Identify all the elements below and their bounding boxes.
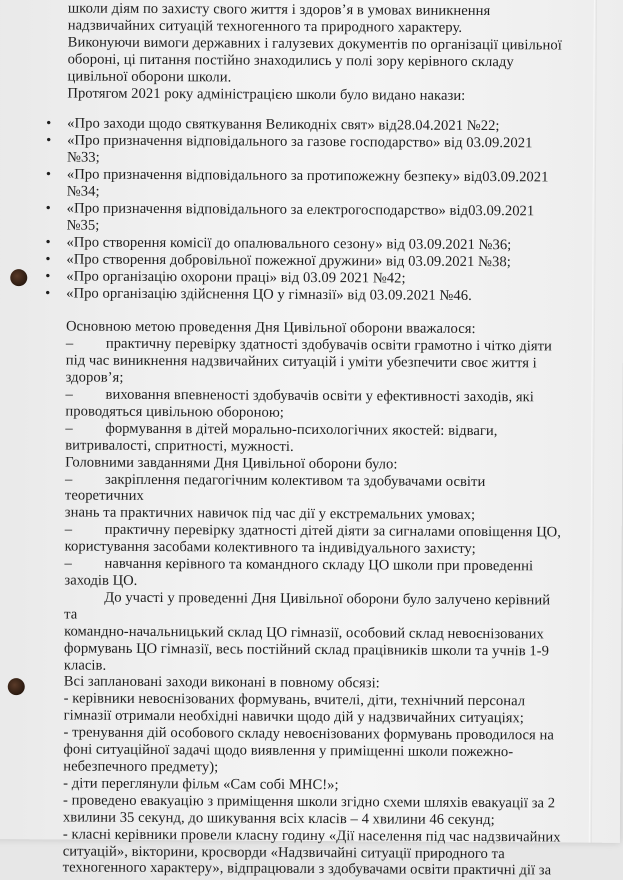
task-2-text: практичну перевірку здатності дітей діяти за сигналами оповіщення ЦО, — [104, 521, 561, 541]
participation-line-2: командно-начальницький склад ЦО гімназії, особовий склад невоєнізованих — [64, 623, 544, 643]
method-2-line-1 — [66, 387, 566, 407]
participation-line-4: класів. — [63, 656, 107, 674]
dash-mark: – — [65, 386, 73, 403]
method-3-line-2: витривалості, спритності, мужності. — [65, 437, 294, 455]
order-item-8: • «Про організацію здійснення ЦО у гімназії» від 03.09.2021 №46. — [63, 285, 566, 305]
method-2-line-2: проводяться цивільною обороною; — [65, 403, 284, 421]
punch-hole-upper — [10, 269, 27, 286]
participation-line-3: формувань ЦО гімназії, весь постійний склад працівників школи та учнів 1-9 — [63, 640, 550, 660]
order-item-3-cont: №34; — [66, 183, 100, 200]
tasks-title: Головними завданнями Дня Цивільної оборони було: — [65, 454, 398, 473]
done-5-line-1: - класні керівники провели класну годину «Дії населення під час надзвичайних — [62, 826, 561, 846]
dash-mark: – — [64, 521, 73, 538]
done-1-line-2: гімназії отримали необхідні навички щодо дій у надзвичайних ситуаціях; — [63, 707, 524, 727]
method-3-line-1 — [65, 420, 565, 440]
task-3-line-2: заходів ЦО. — [64, 572, 138, 589]
task-1-line-1 — [65, 471, 565, 508]
punch-hole-lower — [8, 678, 25, 695]
done-5-line-3: техногенного характеру», відпрацювали з здобувачами освіти практичні дії за — [62, 859, 552, 879]
dash-mark: – — [64, 555, 72, 572]
done-3-line-1: - діти переглянули фільм «Сам собі МНС!»; — [63, 775, 339, 794]
done-1-line-1: - керівники невоєнізованих формувань, вчителі, діти, технічний персонал — [63, 690, 526, 710]
intro-line-1: школи діям по захисту свого життя і здоров’я в умовах виникнення — [67, 0, 491, 20]
method-1-line-1 — [66, 336, 566, 356]
method-2-text: виховання впевненості здобувачів освіти у ефективності заходів, які — [105, 386, 534, 406]
done-5-line-2: ситуацій», вікторини, кросворди «Надзвичайні ситуації природного та — [62, 842, 505, 862]
method-1-text: практичну перевірку здатності здобувачів освіти грамотно і чітко діяти — [105, 336, 552, 355]
orders-list — [66, 116, 567, 305]
method-1-line-2: під час виникнення надзвичайних ситуацій і уміти убезпечити своє життя і — [65, 352, 537, 372]
done-title: Всі заплановані заходи виконані в повному обсязі: — [63, 673, 380, 692]
task-2-line-2: користування засобами колективного та індивідуального захисту; — [64, 538, 476, 558]
done-2-line-3: небезпечного предмету); — [63, 758, 219, 776]
done-4-line-2: хвилини 35 секунд, до шикування всіх класів – 4 хвилини 46 секунд; — [62, 809, 495, 828]
task-1-line-2: знань та практичних навичок під час дії у екстремальних умовах; — [64, 504, 476, 524]
order-item-1: • «Про заходи щодо святкування Великодніх свят» від28.04.2021 №22; — [64, 116, 567, 136]
para1-line-1: Виконуючи вимоги державних і галузевих документів по організації цивільної — [67, 34, 562, 54]
done-2-line-2: фоні ситуаційної задачі щодо виявлення у приміщенні школи пожежно- — [63, 741, 514, 761]
intro-line-2: надзвичайних ситуацій техногенного та природного характеру. — [67, 17, 463, 36]
done-2-line-1: - тренування дій особового складу невоєнізованих формувань проводилося на — [63, 724, 554, 744]
para1-line-3: цивільної оборони школи. — [67, 68, 232, 86]
done-4-line-1: - проведено евакуацію з приміщення школи згідно схеми шляхів евакуації за 2 — [63, 792, 556, 812]
dash-mark: – — [64, 471, 73, 488]
order-item-3: • «Про призначення відповідального за протипожежну безпеку» від03.09.2021 — [64, 167, 567, 187]
task-3-line-1 — [64, 556, 564, 576]
task-1-text: закріплення педагогічним колективом та здобувачами освіти теоретичних — [64, 471, 486, 505]
dash-mark: – — [65, 335, 74, 352]
order-item-2: • «Про призначення відповідального за газове господарство» від 03.09.2021 №33; — [64, 133, 567, 170]
order-item-6: • «Про створення добровільної пожежної дружини» від 03.09.2021 №38; — [63, 251, 566, 271]
task-2-line-1 — [65, 522, 565, 542]
order-item-4: • «Про призначення відповідального за електрогосподарство» від03.09.2021 №35; — [64, 200, 567, 237]
method-title: Основною метою проведення Дня Цивільної оборони вважалося: — [65, 318, 476, 338]
para1-line-2: обороні, ці питання постійно знаходились у полі зору керівного складу — [67, 51, 514, 70]
order-item-5: • «Про створення комісії до опалювального сезону» від 03.09.2021 №36; — [63, 234, 566, 254]
para2: Протягом 2021 року адміністрацією школи було видано накази: — [67, 85, 466, 104]
participation-line-1: До участі у проведенні Дня Цивільної оборони було залучено керівний та — [64, 589, 551, 623]
order-item-7: • «Про організацію охорони праці» від 03.09 2021 №42; — [63, 268, 566, 288]
method-1-line-3: здоров’я; — [65, 369, 124, 386]
dash-mark: – — [65, 420, 73, 437]
task-3-text: навчання керівного та командного складу ЦО школи при проведенні — [104, 555, 534, 575]
document-text — [63, 0, 568, 879]
page-fold — [589, 0, 597, 843]
method-3-text: формування в дітей морально-психологічних якостей: відваги, — [105, 420, 498, 439]
